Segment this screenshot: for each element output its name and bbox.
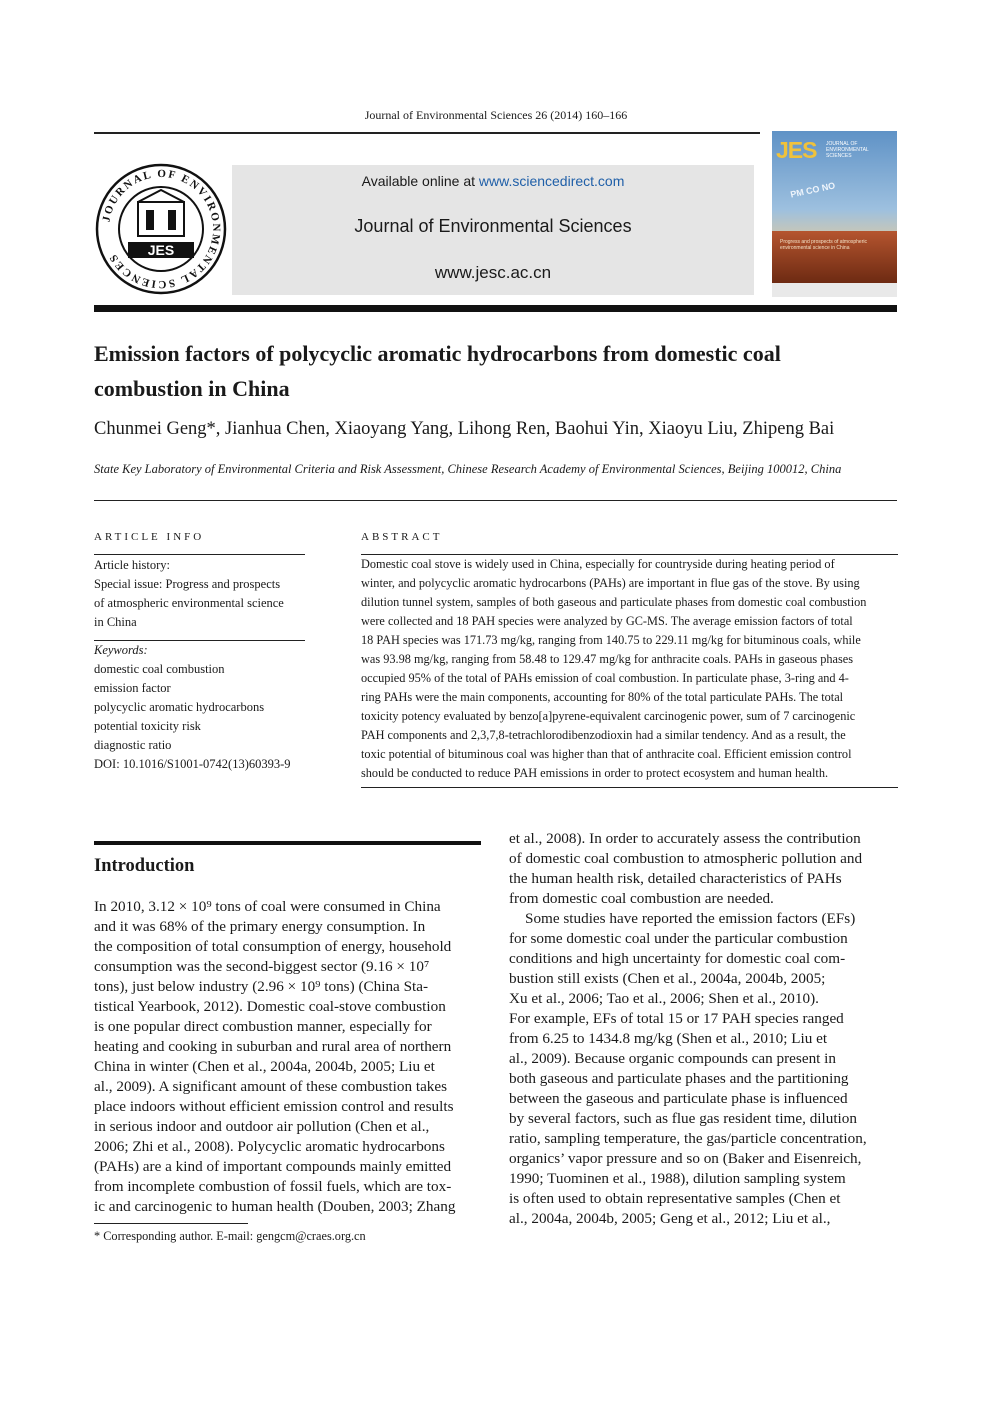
intro-line: both gaseous and particulate phases and the partitioning <box>509 1070 849 1087</box>
cover-no: NO <box>820 180 837 193</box>
intro-line: is often used to obtain representative samples (Chen et <box>509 1190 841 1207</box>
intro-line: from domestic coal combustion are needed. <box>509 890 774 907</box>
intro-line: the composition of total consumption of energy, household <box>94 938 452 955</box>
intro-right-column <box>509 829 897 1229</box>
abstract-line: 18 PAH species was 171.73 mg/kg, ranging from 140.75 to 229.11 mg/kg for bituminous coals, while <box>361 633 861 647</box>
abstract-line: were collected and 18 PAH species were analyzed by GC-MS. The average emission factors of total <box>361 614 853 628</box>
abstract-line: Domestic coal stove is widely used in China, especially for countryside during heating period of <box>361 557 835 571</box>
intro-line: al., 2009). Because organic compounds can present in <box>509 1050 836 1067</box>
article-history-label: Article history: <box>94 558 171 572</box>
intro-line: ic and carcinogenic to human health (Douben, 2003; Zhang <box>94 1198 456 1215</box>
available-prefix: Available online at <box>361 173 479 189</box>
intro-line: and it was 68% of the primary energy consumption. In <box>94 918 426 935</box>
article-title <box>94 336 897 406</box>
intro-line: from 6.25 to 1434.8 mg/kg (Shen et al., 2010; Liu et <box>509 1030 828 1047</box>
cover-pm: PM <box>789 187 805 200</box>
abstract-rule-bottom <box>361 787 898 788</box>
cover-subtitle: Progress and prospects of atmospheric environmental science in China <box>780 239 867 251</box>
intro-line: organics’ vapor pressure and so on (Baker and Eisenreich, <box>509 1150 862 1167</box>
intro-line: is one popular direct combustion manner, especially for <box>94 1018 432 1035</box>
special-issue-line: Special issue: Progress and prospects <box>94 577 281 591</box>
cover-journal-name: JOURNAL OF ENVIRONMENTAL SCIENCES <box>826 141 869 159</box>
svg-text:JES: JES <box>147 242 175 258</box>
keyword-item: diagnostic ratio <box>94 738 172 752</box>
intro-line: Some studies have reported the emission factors (EFs) <box>525 910 856 927</box>
intro-line: al., 2009). A significant amount of these combustion takes <box>94 1078 448 1095</box>
intro-line: al., 2004a, 2004b, 2005; Geng et al., 2012; Liu et al., <box>509 1210 831 1227</box>
journal-seal-logo <box>94 162 228 296</box>
affiliation-rule <box>94 500 897 501</box>
intro-line: tistical Yearbook, 2012). Domestic coal-stove combustion <box>94 998 446 1015</box>
journal-citation: Journal of Environmental Sciences 26 (2014) 160–166 <box>364 108 628 122</box>
intro-line: 1990; Tuominen et al., 1988), dilution sampling system <box>509 1170 846 1187</box>
affiliation: State Key Laboratory of Environmental Criteria and Risk Assessment, Chinese Research Academy of Environmental Sciences, Beijing 100012, China <box>94 462 842 476</box>
intro-line: from incomplete combustion of fossil fuels, which are tox- <box>94 1178 452 1195</box>
introduction-heading: Introduction <box>94 856 195 876</box>
abstract-line: ring PAHs were the main components, accounting for 80% of the total particulate PAHs. The total <box>361 690 844 704</box>
header-thick-rule <box>94 305 897 312</box>
abstract-heading: ABSTRACT <box>361 531 443 543</box>
keyword-item: potential toxicity risk <box>94 719 201 733</box>
intro-line: in serious indoor and outdoor air pollution (Chen et al., <box>94 1118 430 1135</box>
article-info-rule <box>94 554 305 555</box>
abstract-text <box>361 555 898 783</box>
intro-line: the human health risk, detailed characteristics of PAHs <box>509 870 842 887</box>
article-history-block <box>94 556 309 632</box>
intro-line: ratio, sampling temperature, the gas/particle concentration, <box>509 1130 867 1147</box>
abstract-line: should be conducted to reduce PAH emissions in order to protect ecosystem and human health. <box>361 766 829 780</box>
abstract-line: winter, and polycyclic aromatic hydrocarbons (PAHs) are important in flue gas of the stove. By using <box>361 576 860 590</box>
journal-name: Journal of Environmental Sciences <box>354 216 632 236</box>
keyword-item: emission factor <box>94 681 171 695</box>
cover-footer <box>772 283 897 297</box>
abstract-line: toxic potential of bituminous coal was higher than that of anthracite coal. Efficient emission control <box>361 747 852 761</box>
intro-line: In 2010, 3.12 × 10⁹ tons of coal were consumed in China <box>94 898 441 915</box>
intro-line: (PAHs) are a kind of important compounds mainly emitted <box>94 1158 452 1175</box>
available-online <box>232 173 754 189</box>
svg-text:JOURNAL OF ENVIRONMENTAL SCIEN: JOURNAL OF ENVIRONMENTAL SCIENCES <box>100 167 223 291</box>
journal-banner <box>232 165 754 295</box>
intro-line: bustion still exists (Chen et al., 2004a, 2004b, 2005; <box>509 970 826 987</box>
intro-line: conditions and high uncertainty for domestic coal com- <box>509 950 846 967</box>
header-rule <box>94 132 760 134</box>
special-issue-line: in China <box>94 615 137 629</box>
special-issue-line: of atmospheric environmental science <box>94 596 284 610</box>
title-line-2: combustion in China <box>94 376 290 401</box>
intro-line: consumption was the second-biggest sector (9.16 × 10⁷ <box>94 958 430 975</box>
keyword-item: domestic coal combustion <box>94 662 225 676</box>
corresponding-author-footnote: * Corresponding author. E-mail: gengcm@craes.org.cn <box>94 1229 366 1243</box>
journal-website-link[interactable]: www.jesc.ac.cn <box>434 263 552 282</box>
intro-line: between the gaseous and particulate phase is influenced <box>509 1090 848 1107</box>
title-line-1: Emission factors of polycyclic aromatic hydrocarbons from domestic coal <box>94 341 781 366</box>
journal-cover-thumbnail <box>772 131 897 297</box>
abstract-line: dilution tunnel system, samples of both gaseous and particulate phases from domestic coal combustion <box>361 595 867 609</box>
keywords-label: Keywords: <box>94 643 148 657</box>
intro-line: For example, EFs of total 15 or 17 PAH species ranged <box>509 1010 844 1027</box>
intro-line: heating and cooking in suburban and rural area of northern <box>94 1038 452 1055</box>
intro-line: by several factors, such as flue gas resident time, dilution <box>509 1110 857 1127</box>
sciencedirect-link[interactable]: www.sciencedirect.com <box>478 173 625 189</box>
doi: DOI: 10.1016/S1001-0742(13)60393-9 <box>94 757 291 771</box>
intro-line: of domestic coal combustion to atmospheric pollution and <box>509 850 863 867</box>
abstract-line: was 93.98 mg/kg, ranging from 58.48 to 129.47 mg/kg for anthracite coals. PAHs in gaseous phases <box>361 652 854 666</box>
intro-line: 2006; Zhi et al., 2008). Polycyclic aromatic hydrocarbons <box>94 1138 445 1155</box>
intro-line: place indoors without efficient emission control and results <box>94 1098 454 1115</box>
article-info-heading: ARTICLE INFO <box>94 531 205 543</box>
abstract-line: PAH components and 2,3,7,8-tetrachlorodibenzodioxin had a similar tendency. And as a result, the <box>361 728 846 742</box>
intro-line: et al., 2008). In order to accurately assess the contribution <box>509 830 861 847</box>
intro-line: for some domestic coal under the particular combustion <box>509 930 848 947</box>
abstract-line: toxicity potency evaluated by benzo[a]pyrene-equivalent carcinogenic power, sum of 7 carcinogenic <box>361 709 856 723</box>
introduction-rule <box>94 841 481 845</box>
intro-left-column <box>94 897 481 1217</box>
keywords-block <box>94 641 309 774</box>
author-list: Chunmei Geng*, Jianhua Chen, Xiaoyang Yang, Lihong Ren, Baohui Yin, Xiaoyu Liu, Zhipeng Bai <box>94 419 835 439</box>
intro-line: tons), just below industry (2.96 × 10⁹ tons) (China Sta- <box>94 978 429 995</box>
keyword-item: polycyclic aromatic hydrocarbons <box>94 700 265 714</box>
cover-co: CO <box>805 183 821 197</box>
intro-line: China in winter (Chen et al., 2004a, 2004b, 2005; Liu et <box>94 1058 435 1075</box>
cover-abbrev: JES <box>776 137 817 163</box>
intro-line: Xu et al., 2006; Tao et al., 2006; Shen et al., 2010). <box>509 990 819 1007</box>
footnote-rule <box>94 1223 248 1224</box>
abstract-line: occupied 95% of the total of PAHs emission of coal combustion. In particulate phase, 3-ring and 4- <box>361 671 849 685</box>
